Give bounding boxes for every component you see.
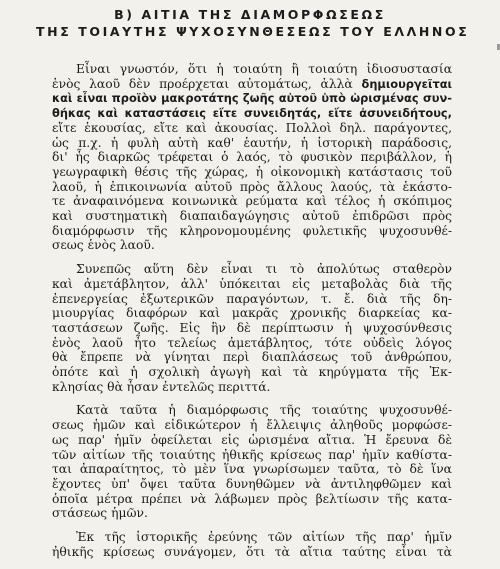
text-line: ἐπενεργείας ἐξωτερικῶν παραγόντων, τ. ἔ. διὰ τῆς δη- [52,291,452,306]
section-heading [36,6,470,40]
text-line: ταστάσεων ζωῆς. Εἰς ἣν δὲ περίπτωσιν ἡ ψυχοσύνθεσις [52,320,452,335]
text-line: γεωγραφικὴ θέσις τῆς χώρας, ἡ οἰκονομικὴ κατάστασις τοῦ [52,164,452,179]
text-line: διαμόρφωσιν τῆς κληρονομουμένης φυλετικῆς ψυχοσυνθέ- [52,223,452,238]
text-line: ἔχοντες ὑπ' ὄψει ταῦτα δυνηθῶμεν νὰ ἀντιληφθῶμεν καὶ [52,476,452,491]
text-line: μιουργίας διαφόρων καὶ μακρᾶς χρονικῆς διαρκείας κα- [52,306,452,321]
text-line: καὶ ἀμετάβλητον, ἀλλ' ὑπόκειται εἰς μεταβολὰς διὰ τῆς [52,276,452,291]
text-line: δι' ἧς διαρκῶς τρέφεται ὁ λαός, τὸ φυσικὸν περιβάλλον, ἡ [52,150,452,165]
text-line: ἑνὸς λαοῦ ἦτο τελείως ἀμετάβλητος, τότε οὐδεὶς λόγος [52,335,452,350]
text-line: τῶν αἰτίων τῆς τοιαύτης ἠθικῆς κρίσεως παρ' ἡμῖν καθίστα- [52,447,452,462]
text-line [52,77,452,92]
paragraph-2 [52,262,452,394]
text-line: θὰ ἔπρεπε νὰ γίνηται περὶ διαπλάσεως τοῦ ἀνθρώπου, [52,350,452,365]
paragraph-3 [52,403,452,521]
bold-phrase: δημιουργεῖται [361,76,452,91]
text-line: ἠθικῆς κρίσεως συνάγομεν, ὅτι τὰ αἴτια ταύτης εἶναι τὰ [52,544,452,559]
text-line: κλησίας θὰ ἦσαν ἐντελῶς περιττά. [52,379,271,394]
text-line: Εἶναι γνωστόν, ὅτι ἡ τοιαύτη ἢ τοιαύτη ἰδιοσυστασία [76,62,452,76]
paragraph-4 [52,530,452,559]
text-line: Ἐκ τῆς ἱστορικῆς ἐρεύνης τῶν αἰτίων τῆς παρ' ἡμῖν [76,530,452,545]
body-text [52,62,452,569]
text-line: σεως ἡμῶν καὶ εἰδικώτερον ἡ ἔλλειψις ἀληθοῦς μορφώσε- [52,418,452,433]
paragraph-1 [52,62,452,253]
text-line: τε ἀναφαινόμενα κοινωνικὰ ρεύματα καὶ τέλος ἡ σκόπιμος [52,194,452,209]
heading-line-1: Β) ΑΙΤΙΑ ΤΗΣ ΔΙΑΜΟΡΦΩΣΕΩΣ [114,7,386,22]
text-line: λαοῦ, ἡ ἐπικοινωνία αὐτοῦ πρὸς ἄλλους λαούς, τὰ ἑκάστο- [52,179,452,194]
text-line: ται ἀπαραίτητος, τὸ μὲν ἵνα γνωρίσωμεν ταῦτα, τὸ δὲ ἵνα [52,462,452,477]
text-line: ως παρ' ἡμῖν ὀφείλεται εἰς ὡρισμένα αἴτια. Ἡ ἔρευνα δὲ [52,432,452,447]
text-line: ὁπότε καὶ ἡ σχολικὴ ἀγωγὴ καὶ τὰ κηρύγματα τῆς Ἐκ- [52,365,452,380]
text-line: Κατὰ ταῦτα ἡ διαμόρφωσις τῆς τοιαύτης ψυχοσυνθέ- [76,403,452,418]
bold-text-line: καὶ εἶναι προϊὸν μακροτάτης ζωῆς αὐτοῦ ὑπὸ ὡρισμένας συν- [52,91,452,106]
bold-phrase: θήκας καὶ καταστάσεις εἴτε συνειδητάς, εἴτε ἀσυνειδήτους, [52,106,452,121]
text-line [52,106,452,121]
text-line: ὡς π.χ. ἡ φυλὴ αὐτὴ καθ' ἑαυτήν, ἡ ἱστορικὴ παράδοσις, [52,135,452,150]
text-line: σεως ἑνὸς λαοῦ. [52,238,155,253]
text-line-start: ἑνὸς λαοῦ δὲν προέρχεται αὐτομάτως, ἀλλὰ [52,76,353,91]
text-line: εἴτε ἑκουσίας, εἴτε καὶ ἀκουσίας. Πολλοὶ δηλ. παράγοντες, [52,120,452,135]
text-line: καὶ συστηματικὴ διαπαιδαγώγησις αὐτοῦ ἐπιδρῶσι πρὸς [52,209,452,224]
text-line: Συνεπῶς αὕτη δὲν εἶναι τι τὸ ἀπολύτως σταθερὸν [76,262,452,277]
text-line: στάσεως ἡμῶν. [52,506,148,521]
heading-line-2: ΤΗΣ ΤΟΙΑΥΤΗΣ ΨΥΧΟΣΥΝΘΕΣΕΩΣ ΤΟΥ ΕΛΛΗΝΟΣ [36,24,470,39]
text-line: ὁποῖα μέτρα πρέπει νὰ λάβωμεν πρὸς βελτίωσιν τῆς κατα- [52,491,452,506]
